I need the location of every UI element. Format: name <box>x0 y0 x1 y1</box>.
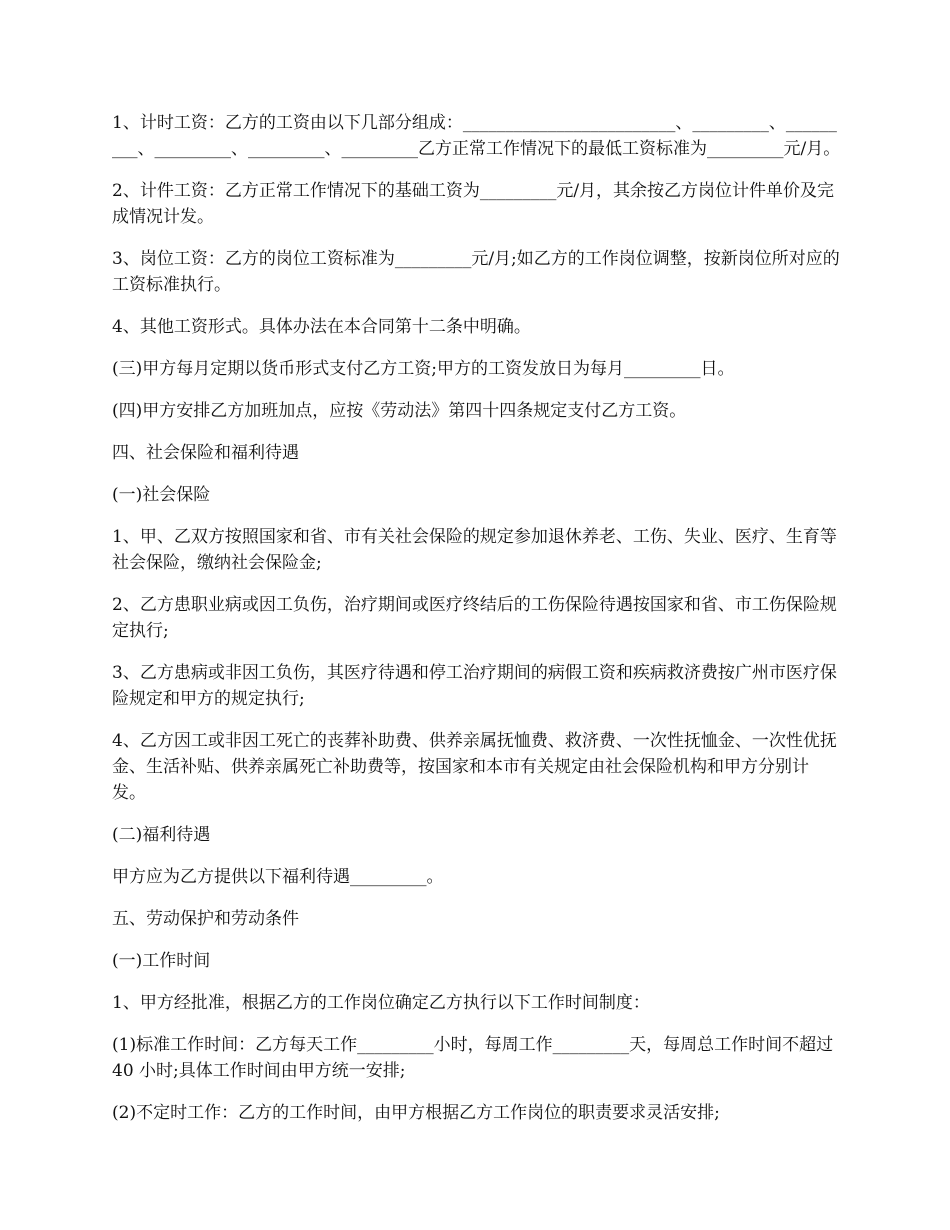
paragraph-insurance-1: 1、甲、乙双方按照国家和省、市有关社会保险的规定参加退休养老、工伤、失业、医疗、生育等社会保险，缴纳社会保险金; <box>112 527 837 573</box>
subheading-social-insurance: (一)社会保险 <box>112 485 211 505</box>
subheading-working-hours: (一)工作时间 <box>112 951 211 971</box>
paragraph-insurance-2: 2、乙方患职业病或因工负伤，治疗期间或医疗终结后的工伤保险待遇按国家和省、市工伤保险规定执行; <box>112 595 837 641</box>
paragraph-salary-hourly: 1、计时工资：乙方的工资由以下几部分组成：_________________________、_________、_________、_________、_________、_________乙方正常工作情况下的最低工资标准为_________元/月。 <box>112 113 841 159</box>
section-heading-labor-protection: 五、劳动保护和劳动条件 <box>112 909 299 929</box>
paragraph-insurance-4: 4、乙方因工或非因工死亡的丧葬补助费、供养亲属抚恤费、救济费、一次性抚恤金、一次性优抚金、生活补贴、供养亲属死亡补助费等，按国家和本市有关规定由社会保险机构和甲方分别计发。 <box>112 731 837 803</box>
paragraph-salary-other: 4、其他工资形式。具体办法在本合同第十二条中明确。 <box>112 317 531 337</box>
paragraph-welfare: 甲方应为乙方提供以下福利待遇_________。 <box>112 867 444 887</box>
paragraph-flexible-hours: (2)不定时工作：乙方的工作时间，由甲方根据乙方工作岗位的职责要求灵活安排; <box>112 1103 720 1123</box>
paragraph-standard-hours: (1)标准工作时间：乙方每天工作_________小时，每周工作_________天，每周总工作时间不超过 40 小时;具体工作时间由甲方统一安排; <box>112 1035 834 1081</box>
paragraph-salary-piecework: 2、计件工资：乙方正常工作情况下的基础工资为_________元/月，其余按乙方岗位计件单价及完成情况计发。 <box>112 181 835 227</box>
paragraph-payday: (三)甲方每月定期以货币形式支付乙方工资;甲方的工资发放日为每月_________日。 <box>112 359 735 379</box>
document-body <box>112 110 842 1142</box>
section-heading-social-insurance: 四、社会保险和福利待遇 <box>112 443 299 463</box>
paragraph-salary-position: 3、岗位工资：乙方的岗位工资标准为_________元/月;如乙方的工作岗位调整，按新岗位所对应的工资标准执行。 <box>112 249 840 295</box>
paragraph-hours-system: 1、甲方经批准，根据乙方的工作岗位确定乙方执行以下工作时间制度： <box>112 993 650 1013</box>
subheading-welfare: (二)福利待遇 <box>112 825 211 845</box>
paragraph-insurance-3: 3、乙方患病或非因工负伤，其医疗待遇和停工治疗期间的病假工资和疾病救济费按广州市医疗保险规定和甲方的规定执行; <box>112 663 837 709</box>
paragraph-overtime: (四)甲方安排乙方加班加点，应按《劳动法》第四十四条规定支付乙方工资。 <box>112 401 687 421</box>
